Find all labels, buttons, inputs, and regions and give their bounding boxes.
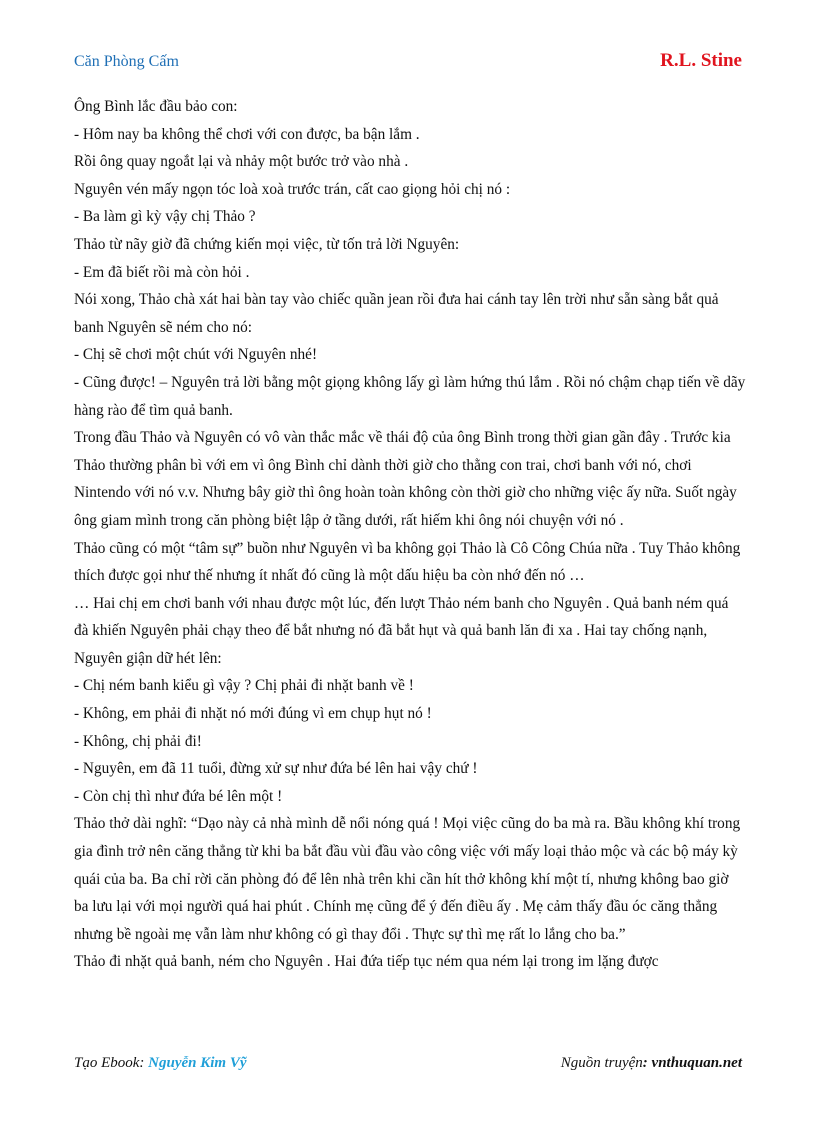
source-site: vnthuquan.net xyxy=(651,1055,742,1071)
paragraph: - Còn chị thì như đứa bé lên một ! xyxy=(74,787,283,805)
paragraph: Nguyên vén mấy ngọn tóc loà xoà trước trán, cất cao giọng hỏi chị nó : xyxy=(74,180,511,198)
book-title: Căn Phòng Cấm xyxy=(74,53,179,70)
paragraph: Ông Bình lắc đầu bảo con: xyxy=(74,98,238,115)
paragraph: - Không, chị phải đi! xyxy=(74,732,202,750)
book-author: R.L. Stine xyxy=(660,50,742,71)
paragraph: - Không, em phải đi nhặt nó mới đúng vì em chụp hụt nó ! xyxy=(74,705,432,723)
paragraph: Nói xong, Thảo chà xát hai bàn tay vào chiếc quần jean rồi đưa hai cánh tay lên trời như sẵn sàng bắt quả banh Nguyên sẽ ném cho nó: xyxy=(74,291,719,336)
paragraph: - Chị sẽ chơi một chút với Nguyên nhé! xyxy=(74,346,318,364)
paragraph: - Chị ném banh kiểu gì vậy ? Chị phải đi nhặt banh về ! xyxy=(74,677,414,695)
paragraph: - Hôm nay ba không thể chơi với con được, ba bận lắm . xyxy=(74,125,420,143)
story-body xyxy=(74,93,746,976)
paragraph: Thảo thở dài nghĩ: “Dạo này cả nhà mình dễ nổi nóng quá ! Mọi việc cũng do ba mà ra. Bầu không khí trong gia đình trở nên căng thẳng từ khi ba bắt đầu vùi đầu vào công việc với mấy loại thảo mộc và các bộ máy kỳ quái của ba. Ba chỉ rời căn phòng đó để lên nhà trên khi cần hít thở không khí một tí, nhưng không bao giờ ba lưu lại với mọi người quá hai phút . Chính mẹ cũng để ý đến điều ấy . Mẹ cảm thấy đầu óc căng thẳng nhưng bề ngoài mẹ vẫn làm như không có gì thay đổi . Thực sự thì mẹ rất lo lắng cho ba.” xyxy=(74,815,741,943)
paragraph: Trong đầu Thảo và Nguyên có vô vàn thắc mắc về thái độ của ông Bình trong thời gian gần đây . Trước kia Thảo thường phân bì với em vì ông Bình chỉ dành thời giờ cho thằng con trai, chơi banh với nó, chơi Nintendo với nó v.v. Nhưng bây giờ thì ông hoàn toàn không còn thời giờ cho những việc ấy nữa. Suốt ngày ông giam mình trong căn phòng biệt lập ở tầng dưới, rất hiếm khi ông nói chuyện với nó . xyxy=(74,429,737,529)
paragraph: - Em đã biết rồi mà còn hỏi . xyxy=(74,263,250,281)
ebook-credit xyxy=(74,1055,247,1072)
ebook-separator: : xyxy=(139,1055,149,1071)
source-credit xyxy=(561,1055,742,1072)
paragraph: Thảo từ nãy giờ đã chứng kiến mọi việc, từ tốn trả lời Nguyên: xyxy=(74,235,460,253)
source-separator: : xyxy=(642,1055,652,1071)
page-footer xyxy=(74,1055,742,1077)
ebook-label: Tạo Ebook xyxy=(74,1055,140,1071)
page-header xyxy=(74,50,742,76)
paragraph: Thảo cũng có một “tâm sự” buồn như Nguyên vì ba không gọi Thảo là Cô Công Chúa nữa . Tuy Thảo không thích được gọi như thế nhưng ít nhất đó cũng là một dấu hiệu ba còn nhớ đến nó … xyxy=(74,539,741,585)
source-label: Nguồn truyện xyxy=(560,1055,643,1071)
paragraph: - Nguyên, em đã 11 tuổi, đừng xử sự như đứa bé lên hai vậy chứ ! xyxy=(74,760,478,778)
paragraph: Thảo đi nhặt quả banh, ném cho Nguyên . Hai đứa tiếp tục ném qua ném lại trong im lặng được xyxy=(74,953,659,971)
paragraph: - Cũng được! – Nguyên trả lời bằng một giọng không lấy gì làm hứng thú lắm . Rồi nó chậm chạp tiến về dãy hàng rào để tìm quả banh. xyxy=(74,373,746,419)
paragraph: Rồi ông quay ngoắt lại và nhảy một bước trở vào nhà . xyxy=(74,153,409,171)
paragraph: - Ba làm gì kỳ vậy chị Thảo ? xyxy=(74,208,256,226)
ebook-creator: Nguyễn Kim Vỹ xyxy=(148,1055,247,1071)
paragraph: … Hai chị em chơi banh với nhau được một lúc, đến lượt Thảo ném banh cho Nguyên . Quả banh ném quá đà khiến Nguyên phải chạy theo để bắt nhưng nó đã bắt hụt và quả banh lăn đi xa . Hai tay chống nạnh, Nguyên giận dữ hét lên: xyxy=(74,594,729,667)
